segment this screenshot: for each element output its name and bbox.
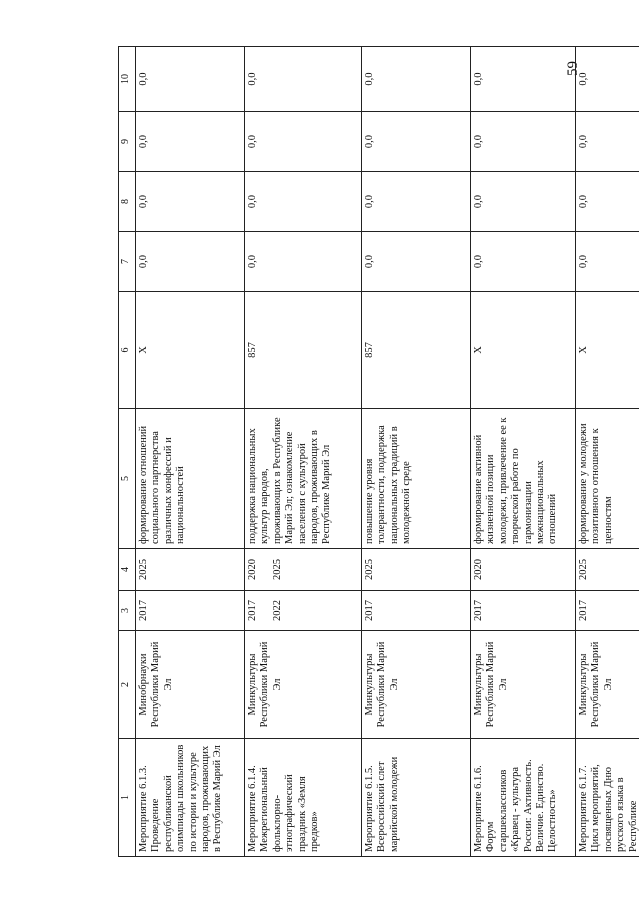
value-cell: 0,0 bbox=[136, 47, 245, 112]
value-cell: 0,0 bbox=[362, 232, 471, 292]
start-year-cell: 2017 bbox=[362, 591, 471, 631]
column-header: 4 bbox=[119, 549, 136, 591]
value-cell: 0,0 bbox=[471, 47, 576, 112]
activity-name-cell: Мероприятие 6.1.7. Цикл мероприятий, посвященных Дню русского языка в Республике bbox=[576, 739, 639, 857]
column-header: 8 bbox=[119, 172, 136, 232]
value-cell: 0,0 bbox=[362, 172, 471, 232]
value-cell: 0,0 bbox=[576, 112, 639, 172]
activity-name-cell: Мероприятие 6.1.3. Проведение республиканской олимпиады школьников по истории и культуре народов, проживающих в Республике Марий Эл bbox=[136, 739, 245, 857]
budget-code-cell: X bbox=[471, 292, 576, 409]
start-year-cell: 2017 bbox=[471, 591, 576, 631]
responsible-cell: Минобрнауки Республики Марий Эл bbox=[136, 631, 245, 739]
page-number: 59 bbox=[565, 61, 581, 76]
end-year-cell: 2020 2025 bbox=[245, 549, 362, 591]
activity-name-cell: Мероприятие 6.1.6. Форум старшеклассников «Кравец - культура России: Активность. Величие. Единство. Целостность» bbox=[471, 739, 576, 857]
program-activities-table bbox=[118, 46, 639, 857]
start-year-cell: 2017 bbox=[136, 591, 245, 631]
end-year-cell: 2020 bbox=[471, 549, 576, 591]
budget-code-cell: 857 bbox=[245, 292, 362, 409]
activity-name-cell: Мероприятие 6.1.4. Межрегиональный фольклорно-этнографический праздник «Земля предков» bbox=[245, 739, 362, 857]
value-cell: 0,0 bbox=[136, 232, 245, 292]
column-header: 10 bbox=[119, 47, 136, 112]
budget-code-cell: X bbox=[576, 292, 639, 409]
start-year-cell: 2017 bbox=[576, 591, 639, 631]
value-cell: 0,0 bbox=[362, 112, 471, 172]
responsible-cell: Минкультуры Республики Марий Эл bbox=[576, 631, 639, 739]
value-cell: 0,0 bbox=[245, 47, 362, 112]
rotated-table-container bbox=[118, 47, 639, 857]
expected-result-cell: формирование отношений социального партнерства различных конфессий и национальностей bbox=[136, 409, 245, 549]
value-cell: 0,0 bbox=[576, 172, 639, 232]
value-cell: 0,0 bbox=[576, 232, 639, 292]
expected-result-cell: формирование активной жизненной позиции молодежи, привлечение ее к творческой работе по гармонизации межнациональных отношений bbox=[471, 409, 576, 549]
budget-code-cell: 857 bbox=[362, 292, 471, 409]
responsible-cell: Минкультуры Республики Марий Эл bbox=[471, 631, 576, 739]
activity-name-cell: Мероприятие 6.1.5. Всероссийский слет марийской молодежи bbox=[362, 739, 471, 857]
value-cell: 0,0 bbox=[471, 232, 576, 292]
value-cell: 0,0 bbox=[136, 112, 245, 172]
value-cell: 0,0 bbox=[471, 172, 576, 232]
value-cell: 0,0 bbox=[245, 112, 362, 172]
value-cell: 0,0 bbox=[245, 172, 362, 232]
expected-result-cell: формирование у молодежи позитивного отношения к ценностям bbox=[576, 409, 639, 549]
value-cell: 0,0 bbox=[576, 47, 639, 112]
column-header: 3 bbox=[119, 591, 136, 631]
value-cell: 0,0 bbox=[245, 232, 362, 292]
responsible-cell: Минкультуры Республики Марий Эл bbox=[362, 631, 471, 739]
value-cell: 0,0 bbox=[362, 47, 471, 112]
budget-code-cell: X bbox=[136, 292, 245, 409]
end-year-cell: 2025 bbox=[362, 549, 471, 591]
column-header: 7 bbox=[119, 232, 136, 292]
header-row bbox=[119, 47, 136, 857]
value-cell: 0,0 bbox=[471, 112, 576, 172]
expected-result-cell: повышение уровня толерантности, поддержка национальных традиций в молодежной среде bbox=[362, 409, 471, 549]
table-row bbox=[576, 47, 639, 857]
column-header: 1 bbox=[119, 739, 136, 857]
table-row bbox=[136, 47, 245, 857]
value-cell: 0,0 bbox=[136, 172, 245, 232]
end-year-cell: 2025 bbox=[136, 549, 245, 591]
column-header: 5 bbox=[119, 409, 136, 549]
end-year-cell: 2025 bbox=[576, 549, 639, 591]
column-header: 9 bbox=[119, 112, 136, 172]
table-row bbox=[245, 47, 362, 857]
expected-result-cell: поддержка национальных культур народов, проживающих в Республике Марий Эл; ознакомление населения с культурой народов, проживающих в Республике Марий Эл bbox=[245, 409, 362, 549]
table-row bbox=[362, 47, 471, 857]
column-header: 6 bbox=[119, 292, 136, 409]
start-year-cell: 2017 2022 bbox=[245, 591, 362, 631]
column-header: 2 bbox=[119, 631, 136, 739]
table-row bbox=[471, 47, 576, 857]
responsible-cell: Минкультуры Республики Марий Эл bbox=[245, 631, 362, 739]
